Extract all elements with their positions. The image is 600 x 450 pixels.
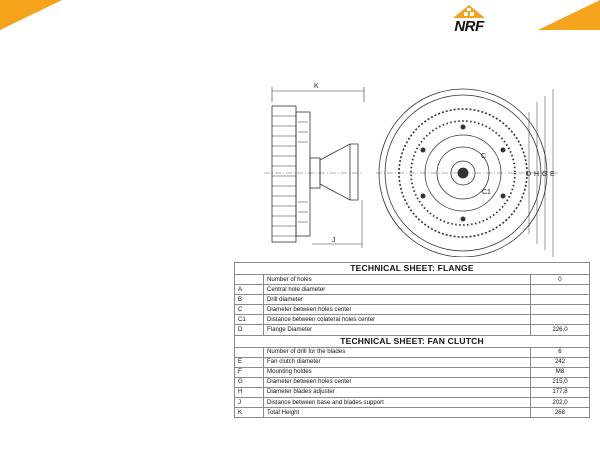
dim-label-d: D [526,171,532,178]
table-row [235,347,590,357]
row-code [235,347,264,357]
section-header-fan-clutch [235,335,590,347]
table-row [235,305,590,315]
technical-drawing [258,72,568,257]
table-row [235,275,590,285]
table-row [235,315,590,325]
fan-clutch-drawing [258,72,568,257]
row-value [531,295,590,305]
table-row [235,325,590,335]
row-label: Number of holes [264,275,531,285]
row-label: Central hole diameter [264,285,531,295]
row-value [531,305,590,315]
table-row [235,408,590,418]
table-row [235,377,590,387]
row-code: J [235,398,264,408]
row-value [531,285,590,295]
row-code: A [235,285,264,295]
row-label: Distance between colateral holes center [264,315,531,325]
row-value: M8 [531,367,590,377]
row-code: H [235,387,264,397]
row-value: 202,0 [531,398,590,408]
dim-label-c: C [481,153,487,160]
fan-clutch-sheet-title: TECHNICAL SHEET: FAN CLUTCH [235,335,590,347]
row-value: 226,0 [531,325,590,335]
row-label: Diameter between holes center [264,377,531,387]
table-row [235,367,590,377]
row-value: 268 [531,408,590,418]
row-code: D [235,325,264,335]
technical-sheet-table [234,262,590,418]
dim-label-g: G [542,171,548,178]
row-code: F [235,367,264,377]
table-row [235,398,590,408]
flange-sheet-title: TECHNICAL SHEET: FLANGE [235,263,590,275]
row-value: 215,0 [531,377,590,387]
row-code: B [235,295,264,305]
row-code: C1 [235,315,264,325]
row-label: Diameter blades adjuster [264,387,531,397]
dim-label-k: K [314,83,319,90]
corner-decoration-right [538,0,600,30]
row-label: Total Height [264,408,531,418]
corner-decoration-left [0,0,62,30]
row-value [531,315,590,325]
table-row [235,357,590,367]
row-label: Distance between base and blades support [264,398,531,408]
row-value: 0 [531,275,590,285]
brand-name: NRF [454,18,484,35]
row-code [235,275,264,285]
row-label: Diameter between holes center [264,305,531,315]
row-label: Flange Diameter [264,325,531,335]
row-value: 6 [531,347,590,357]
dim-label-j: J [332,237,336,244]
row-value: 242 [531,357,590,367]
row-code: G [235,377,264,387]
section-header-flange [235,263,590,275]
table-row [235,285,590,295]
dim-label-e: E [550,171,555,178]
dim-label-c1: C1 [482,189,491,196]
row-label: Drill diameter [264,295,531,305]
row-code: E [235,357,264,367]
row-label: Mounting holdes [264,367,531,377]
table-row [235,295,590,305]
row-code: K [235,408,264,418]
row-value: 177,8 [531,387,590,397]
table-row [235,387,590,397]
row-label: Number of drill for the blades [264,347,531,357]
brand-logo [430,4,508,40]
row-code: C [235,305,264,315]
dim-label-h: H [534,171,540,178]
row-label: Fan clutch diameter [264,357,531,367]
side-view [264,87,364,248]
